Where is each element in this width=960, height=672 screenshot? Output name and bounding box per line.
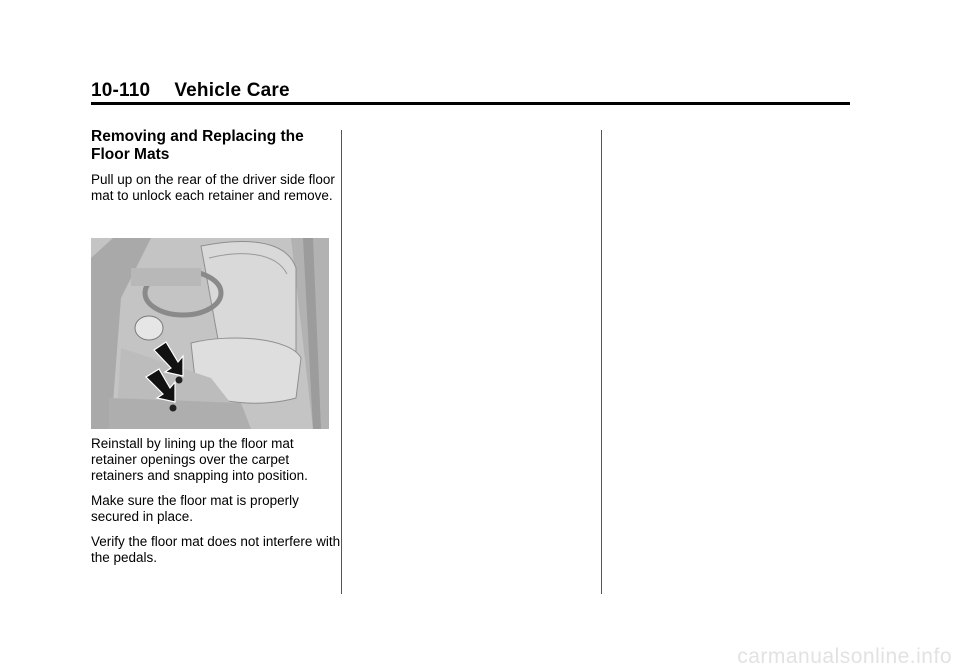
header-rule [91, 102, 850, 105]
paragraph-2: Reinstall by lining up the floor mat retainer openings over the carpet retainers and snapping into position. [91, 436, 308, 483]
paragraph-3: Make sure the floor mat is properly secured in place. [91, 493, 299, 524]
column-divider-2 [601, 130, 602, 594]
paragraph-4: Verify the floor mat does not interfere with the pedals. [91, 534, 341, 565]
floor-mat-illustration [91, 238, 329, 429]
heading: Removing and Replacing the Floor Mats [91, 128, 304, 163]
watermark: carmanualsonline.info [737, 645, 952, 668]
page-number: 10-110 [91, 80, 151, 101]
page-header [91, 80, 290, 102]
section-title: Vehicle Care [174, 80, 290, 101]
paragraph-1: Pull up on the rear of the driver side floor mat to unlock each retainer and remove. [91, 172, 335, 203]
column-divider-1 [341, 130, 342, 594]
